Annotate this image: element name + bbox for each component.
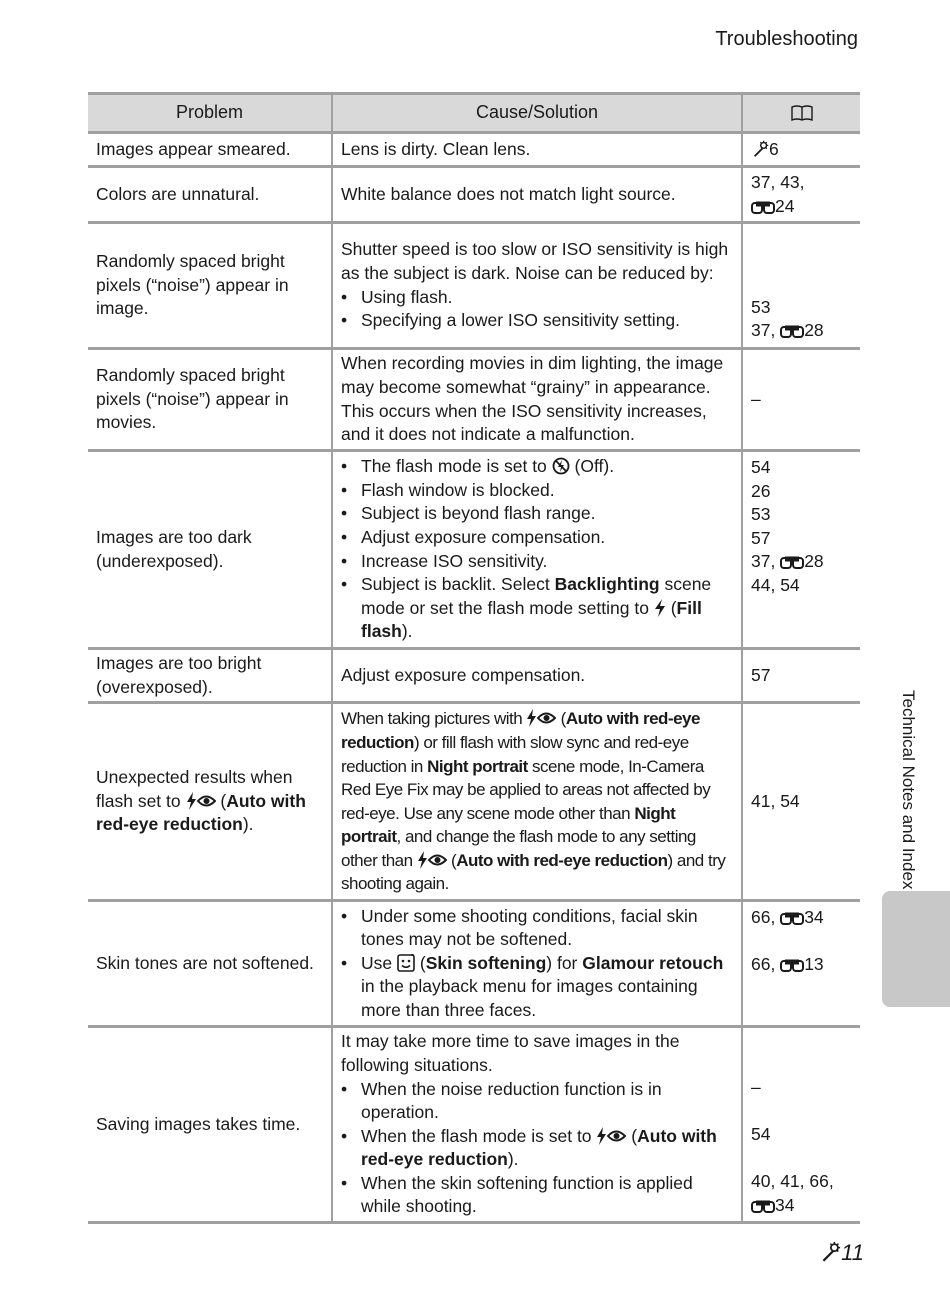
reference-page: 28 [804,551,824,572]
section-tab-label: Technical Notes and Index [899,690,918,890]
solution-cell: Lens is dirty. Clean lens. [332,133,742,167]
problem-cell: Randomly spaced bright pixels (“noise”) appear in movies. [88,349,332,451]
reference-page: 54 [751,1123,771,1144]
troubleshooting-table [88,92,860,1224]
solution-cell: Adjust exposure compensation. [332,649,742,703]
table-row [88,223,860,349]
auto-red-eye-icon [417,851,447,869]
list-item: • Increase ISO sensitivity. [341,550,548,571]
reference-page: 26 [751,480,771,501]
list-item: • Using flash. [341,286,453,307]
technical-notes-icon [819,1241,841,1263]
book-icon [791,105,813,121]
problem-cell: Colors are unnatural. [88,167,332,223]
list-item: • Under some shooting conditions, facial skin tones may not be softened. [341,905,698,950]
list-item: • Adjust exposure compensation. [341,526,606,547]
section-tab[interactable] [882,891,950,1007]
solution-cell: When recording movies in dim lighting, the image may become somewhat “grainy” in appearance. This occurs when the ISO sensitivity increases, and it does not indicate a malfunction. [332,349,742,451]
list-item: • When the skin softening function is applied while shooting. [341,1172,693,1217]
list-item: • The flash mode is set to (Off). [341,456,615,477]
page-section-title: Troubleshooting [715,28,858,50]
reference-page: 57 [751,527,771,548]
table-row [88,901,860,1027]
solution-cell [332,901,742,1027]
solution-intro: It may take more time to save images in the following situations. [341,1031,680,1075]
reference-page: 54 [751,457,771,477]
list-item: • Use (Skin softening) for Glamour retouch in the playback menu for images containing more than three faces. [341,952,724,1021]
reference-cell [742,901,860,1027]
table-row [88,649,860,703]
reference-section-icon [780,959,804,973]
solution-cell [332,1027,742,1223]
reference-page: 28 [804,320,824,341]
list-item: • When the noise reduction function is in operation. [341,1078,662,1123]
reference-page: 37, [751,320,776,341]
reference-cell [742,133,860,167]
reference-cell: 41, 54 [742,703,860,901]
column-header-reference [742,94,860,133]
column-header-solution: Cause/Solution [332,94,742,133]
auto-red-eye-icon [186,792,216,810]
reference-page: 66, [751,954,776,975]
solution-cell [332,223,742,349]
list-item: • Flash window is blocked. [341,479,555,500]
problem-cell: Randomly spaced bright pixels (“noise”) appear in image. [88,223,332,349]
reference-page: 40, 41, 66, [751,1171,834,1191]
problem-cell: Unexpected results when flash set to (Auto with red-eye reduction). [88,703,332,901]
reference-page: 34 [775,1194,795,1215]
technical-notes-icon [751,140,769,158]
reference-cell [742,1027,860,1223]
reference-section-icon [780,556,804,570]
solution-cell: When taking pictures with (Auto with red-eye reduction) or fill flash with slow sync and red-eye reduction in Night portrait scene mode, In-Camera Red Eye Fix may be applied to areas not affected by red-eye. Use any scene mode other than Night portrait, and change the flash mode to any setting other than (Auto with red-eye reduction) and try shooting again. [332,703,742,901]
reference-page: 66, [751,907,776,928]
reference-section-icon [780,325,804,339]
problem-cell: Images are too dark (underexposed). [88,451,332,649]
reference-section-icon [751,1200,775,1214]
reference-page: 53 [751,504,771,525]
page-number: 11 [819,1240,864,1266]
reference-cell [742,451,860,649]
list-item: • Specifying a lower ISO sensitivity setting. [341,310,681,331]
table-row [88,451,860,649]
reference-page: 6 [769,138,779,159]
reference-section-icon [751,201,775,215]
reference-page: 34 [804,907,824,928]
list-item: • When the flash mode is set to (Auto with red-eye reduction). [341,1125,717,1170]
reference-page: 53 [751,296,771,317]
problem-cell: Images are too bright (overexposed). [88,649,332,703]
reference-page: 37, [751,551,776,572]
list-item: • Subject is backlit. Select Backlighting scene mode or set the flash mode setting to (Fill flash). [341,574,712,642]
table-header-row [88,94,860,133]
problem-cell: Images appear smeared. [88,133,332,167]
problem-cell: Saving images takes time. [88,1027,332,1223]
skin-softening-icon [397,954,415,972]
auto-red-eye-icon [596,1127,626,1145]
list-item: • Subject is beyond flash range. [341,503,596,524]
reference-page: 44, 54 [751,574,800,595]
solution-intro: Shutter speed is too slow or ISO sensitivity is high as the subject is dark. Noise can be reduced by: [341,239,729,283]
reference-page: 13 [804,954,824,975]
reference-cell: – [742,349,860,451]
auto-red-eye-icon [526,709,556,727]
problem-cell: Skin tones are not softened. [88,901,332,1027]
column-header-problem: Problem [88,94,332,133]
reference-page: 24 [775,195,795,216]
solution-cell [332,451,742,649]
reference-cell [742,223,860,349]
table-row [88,133,860,167]
table-row [88,1027,860,1223]
reference-section-icon [780,912,804,926]
solution-cell: White balance does not match light source. [332,167,742,223]
flash-off-icon [552,457,570,475]
reference-page: – [751,1076,761,1097]
reference-page: 37, 43, [751,171,805,192]
reference-cell [742,167,860,223]
reference-cell: 57 [742,649,860,703]
table-row [88,167,860,223]
table-row [88,703,860,901]
fill-flash-icon [654,599,666,617]
table-row [88,349,860,451]
